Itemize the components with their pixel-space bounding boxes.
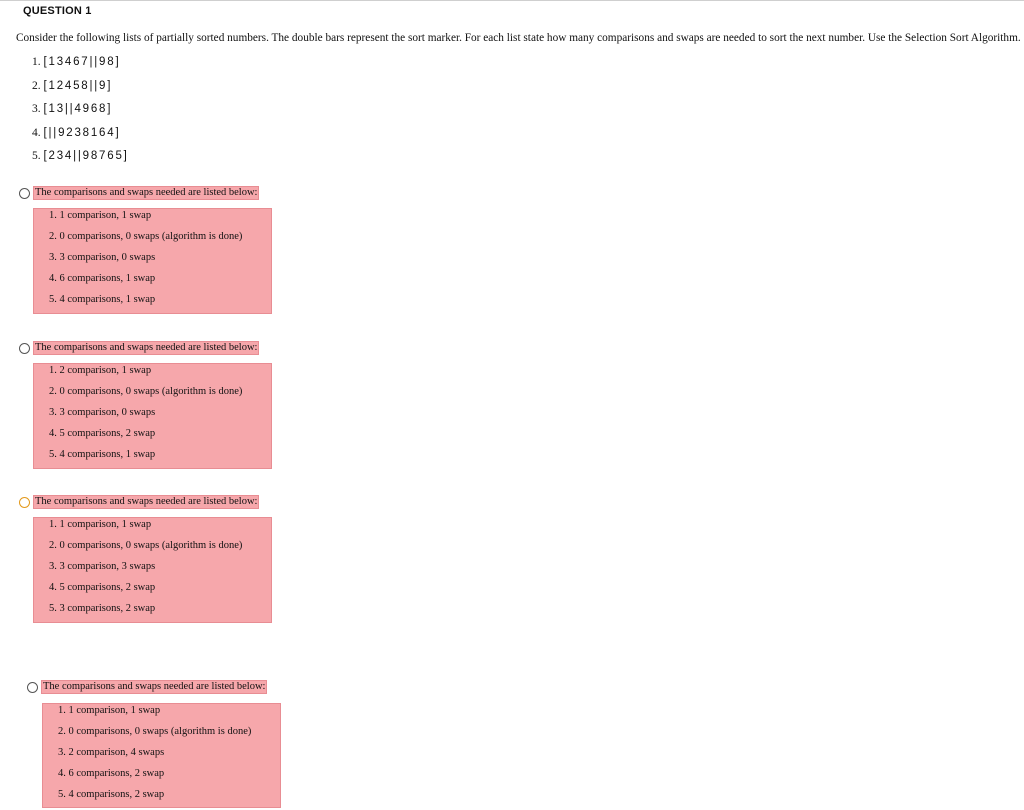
option-detail-box (33, 517, 272, 623)
list-sequence: [13||4968] (43, 103, 113, 115)
option-line: 3. 3 comparison, 0 swaps (49, 407, 156, 418)
option-header: The comparisons and swaps needed are listed below: (35, 496, 258, 507)
option-line: 3. 3 comparison, 0 swaps (49, 252, 156, 263)
number-lists (32, 55, 129, 173)
option-line: 4. 6 comparisons, 2 swap (58, 768, 165, 779)
option-detail-box (33, 363, 272, 469)
option-line: 1. 1 comparison, 1 swap (58, 705, 161, 716)
option-line: 5. 4 comparisons, 2 swap (58, 789, 165, 800)
option-line: 4. 6 comparisons, 1 swap (49, 273, 156, 284)
list-number: 3. (32, 103, 41, 115)
list-item (32, 102, 129, 126)
list-number: 5. (32, 150, 41, 162)
list-item (32, 149, 129, 173)
list-sequence: [234||98765] (43, 150, 129, 162)
option-detail-box (33, 208, 272, 314)
list-number: 1. (32, 56, 41, 68)
answer-radio-2[interactable] (19, 343, 30, 354)
option-header: The comparisons and swaps needed are listed below: (43, 681, 266, 692)
option-line: 2. 0 comparisons, 0 swaps (algorithm is done) (49, 540, 243, 551)
list-sequence: [13467||98] (43, 56, 121, 68)
option-line: 2. 0 comparisons, 0 swaps (algorithm is done) (58, 726, 252, 737)
list-number: 4. (32, 126, 41, 139)
option-line: 4. 5 comparisons, 2 swap (49, 582, 156, 593)
option-header: The comparisons and swaps needed are listed below: (35, 342, 258, 353)
option-line: 2. 0 comparisons, 0 swaps (algorithm is done) (49, 231, 243, 242)
top-divider (0, 0, 1024, 1)
option-line: 5. 3 comparisons, 2 swap (49, 603, 156, 614)
option-line: 1. 1 comparison, 1 swap (49, 210, 152, 221)
list-number: 2. (32, 79, 41, 92)
list-item (32, 126, 129, 150)
option-detail-box (42, 703, 281, 808)
list-item (32, 55, 129, 79)
question-prompt: Consider the following lists of partially sorted numbers. The double bars represent the sort marker. For each list state how many comparisons and swaps are needed to sort the next number. Use the Selection Sort Algorithm. (16, 32, 1021, 44)
list-sequence: [12458||9] (43, 79, 113, 92)
question-title: QUESTION 1 (23, 5, 92, 17)
list-item (32, 79, 129, 103)
option-line: 5. 4 comparisons, 1 swap (49, 294, 156, 305)
answer-radio-1[interactable] (19, 188, 30, 199)
answer-radio-4[interactable] (27, 682, 38, 693)
answer-radio-3[interactable] (19, 497, 30, 508)
option-line: 1. 2 comparison, 1 swap (49, 365, 152, 376)
option-line: 2. 0 comparisons, 0 swaps (algorithm is done) (49, 386, 243, 397)
list-sequence: [||9238164] (43, 126, 121, 139)
option-line: 1. 1 comparison, 1 swap (49, 519, 152, 530)
option-header: The comparisons and swaps needed are listed below: (35, 187, 258, 198)
option-line: 3. 2 comparison, 4 swaps (58, 747, 165, 758)
option-line: 3. 3 comparison, 3 swaps (49, 561, 156, 572)
option-line: 5. 4 comparisons, 1 swap (49, 449, 156, 460)
option-line: 4. 5 comparisons, 2 swap (49, 428, 156, 439)
